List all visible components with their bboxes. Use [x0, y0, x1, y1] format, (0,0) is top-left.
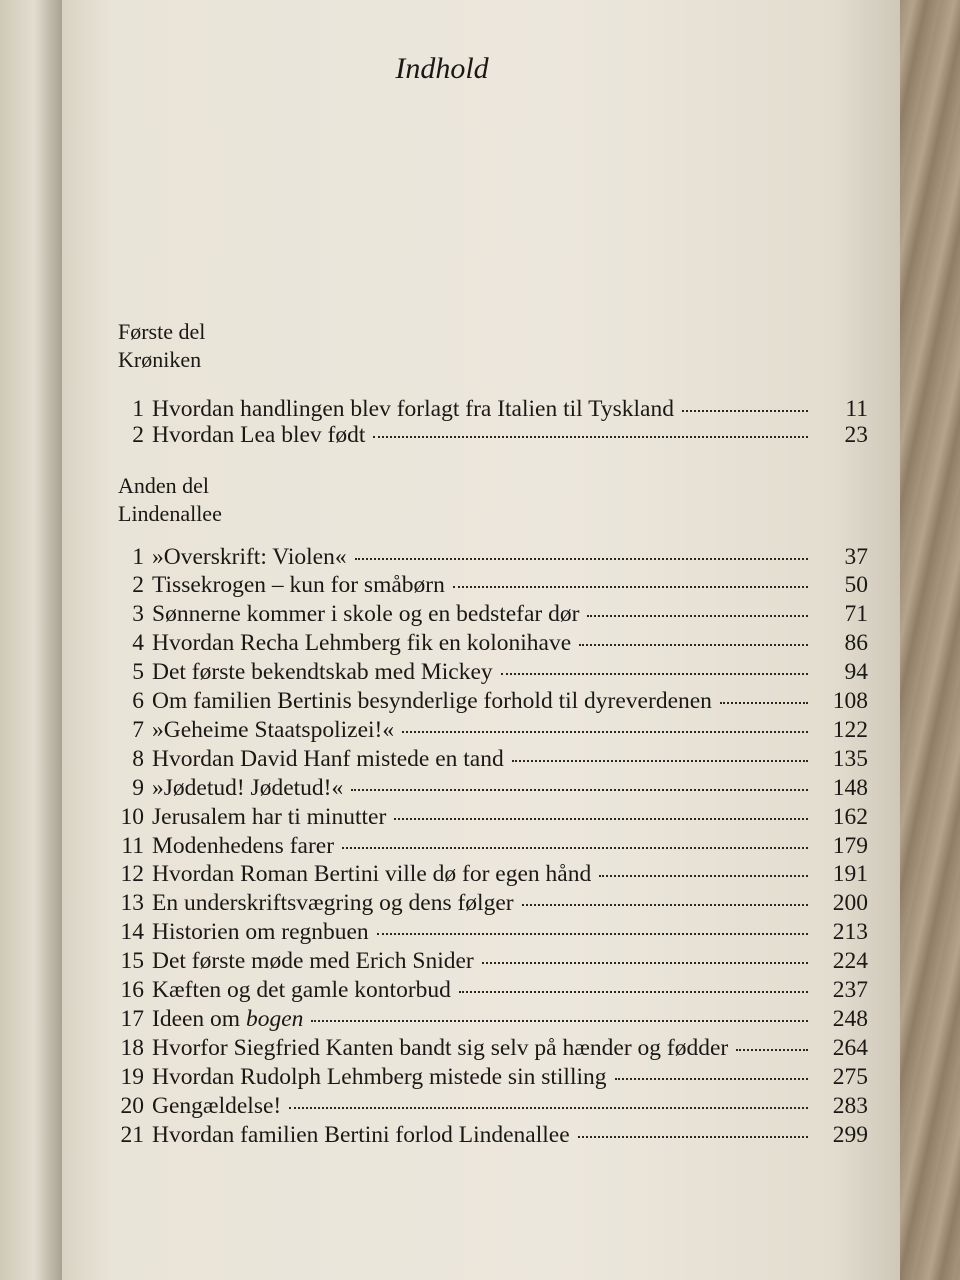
- page-number: 179: [832, 832, 868, 859]
- leader-dots: [587, 592, 808, 618]
- chapter-title-text: Hvordan Rudolph Lehmberg mistede sin stilling: [152, 1063, 607, 1090]
- toc-entry: [100, 1116, 868, 1146]
- chapter-title-text: Hvordan David Hanf mistede en tand: [152, 745, 504, 772]
- chapter-title-italic: bogen: [245, 1005, 304, 1032]
- chapter-number: 1: [132, 543, 144, 570]
- book-page: [62, 0, 900, 1280]
- chapter-number: 7: [132, 716, 144, 743]
- page-number: 71: [844, 601, 868, 628]
- leader-dots: [394, 794, 808, 820]
- chapter-number: 9: [132, 774, 144, 801]
- page-number: 283: [832, 1092, 868, 1119]
- leader-dots: [736, 1025, 808, 1051]
- chapter-title: Hvordan Lea blev født: [152, 421, 366, 448]
- chapter-number: 15: [120, 948, 144, 975]
- leader-dots: [482, 939, 808, 965]
- leader-dots: [578, 1112, 808, 1138]
- leader-dots: [311, 996, 808, 1022]
- leader-dots: [459, 968, 808, 994]
- chapter-title-text: Jerusalem har ti minutter: [152, 803, 387, 830]
- page-number: 213: [832, 919, 868, 946]
- chapter-title-text: Gengældelse!: [152, 1092, 282, 1119]
- leader-dots: [599, 852, 808, 878]
- chapter-number: 16: [120, 977, 144, 1003]
- part-1-label: Første del: [118, 319, 206, 344]
- chapter-title-text: Historien om regnbuen: [152, 919, 369, 946]
- chapter-number: 19: [120, 1063, 144, 1090]
- chapter-title-text: Hvordan Roman Bertini ville dø for egen hånd: [152, 861, 592, 888]
- chapter-title-text: Hvorfor Siegfried Kanten bandt sig selv på hænder og fødder: [152, 1034, 729, 1061]
- chapter-title-text: Hvordan Recha Lehmberg fik en kolonihave: [152, 630, 572, 657]
- leader-dots: [373, 412, 808, 438]
- chapter-number: 18: [120, 1034, 144, 1061]
- chapter-number: 3: [132, 601, 144, 628]
- toc-entry: [100, 416, 868, 446]
- part-2-name: Lindenallee: [118, 501, 222, 526]
- leader-dots: [342, 823, 808, 849]
- page-number: 237: [832, 977, 868, 1003]
- leader-dots: [289, 1083, 808, 1109]
- facing-page-edge: [0, 0, 62, 1280]
- chapter-title-text: Det første møde med Erich Snider: [152, 948, 474, 975]
- page-number: 23: [844, 421, 868, 448]
- leader-dots: [720, 679, 808, 705]
- chapter-number: 6: [132, 688, 144, 714]
- page-number: 248: [832, 1005, 868, 1032]
- page-number: 135: [832, 745, 868, 772]
- leader-dots: [402, 707, 808, 733]
- chapter-title-text: En underskriftsvægring og dens følger: [152, 890, 514, 917]
- part-1-name: Krøniken: [118, 347, 202, 372]
- page-number: 224: [832, 948, 868, 975]
- leader-dots: [377, 910, 808, 936]
- page-number: 11: [845, 395, 868, 422]
- part-2-label: Anden del: [118, 473, 210, 498]
- chapter-title-text: Modenhedens farer: [152, 832, 335, 859]
- page-number: 191: [832, 861, 868, 888]
- chapter-number: 11: [121, 832, 144, 859]
- page-number: 50: [844, 572, 868, 599]
- page-number: 299: [832, 1121, 868, 1148]
- leader-dots: [615, 1054, 808, 1080]
- page-number: 122: [832, 716, 868, 743]
- chapter-number: 12: [120, 861, 144, 888]
- page-number: 37: [844, 543, 868, 570]
- chapter-number: 20: [120, 1092, 144, 1119]
- leader-dots: [579, 621, 808, 647]
- chapter-number: 4: [132, 630, 144, 657]
- leader-dots: [453, 563, 808, 589]
- chapter-number: 13: [120, 890, 144, 917]
- leader-dots: [682, 386, 808, 412]
- chapter-number: 1: [132, 395, 144, 422]
- chapter-title-text: Hvordan familien Bertini forlod Lindenallee: [152, 1121, 570, 1148]
- chapter-title-text: Kæften og det gamle kontorbud: [152, 977, 451, 1003]
- page-number: 108: [832, 688, 868, 714]
- leader-dots: [522, 881, 808, 907]
- chapter-number: 17: [120, 1005, 144, 1032]
- chapter-number: 2: [132, 572, 144, 599]
- chapter-title-text: »Jødetud! Jødetud!«: [152, 774, 344, 801]
- page-number: 162: [832, 803, 868, 830]
- chapter-title-text: »Geheime Staatspolizei!«: [152, 716, 395, 743]
- chapter-title: [152, 1122, 570, 1149]
- chapter-title-text: Det første bekendtskab med Mickey: [152, 659, 493, 686]
- page-number: 86: [844, 630, 868, 657]
- page-number: 264: [832, 1034, 868, 1061]
- chapter-title-text: Tissekrogen – kun for småbørn: [152, 572, 445, 599]
- chapter-number: 5: [132, 659, 144, 686]
- leader-dots: [501, 650, 808, 676]
- leader-dots: [355, 534, 808, 560]
- page-number: 275: [832, 1063, 868, 1090]
- page-number: 148: [832, 774, 868, 801]
- chapter-title-text: Om familien Bertinis besynderlige forhold til dyreverdenen: [152, 688, 712, 714]
- chapter-title-text: Ideen om: [152, 1005, 241, 1032]
- chapter-number: 14: [120, 919, 144, 946]
- page-title: Indhold: [395, 52, 489, 85]
- chapter-title: Hvordan handlingen blev forlagt fra Italien til Tyskland: [152, 395, 674, 422]
- leader-dots: [512, 736, 808, 762]
- chapter-number: 10: [120, 803, 144, 830]
- page-number: 200: [832, 890, 868, 917]
- chapter-number: 21: [120, 1121, 144, 1148]
- chapter-title-text: »Overskrift: Violen«: [152, 543, 347, 570]
- chapter-title-text: Sønnerne kommer i skole og en bedstefar dør: [152, 601, 580, 628]
- chapter-number: 8: [132, 745, 144, 772]
- page-number: 94: [844, 659, 868, 686]
- leader-dots: [351, 765, 808, 791]
- chapter-number: 2: [132, 421, 144, 448]
